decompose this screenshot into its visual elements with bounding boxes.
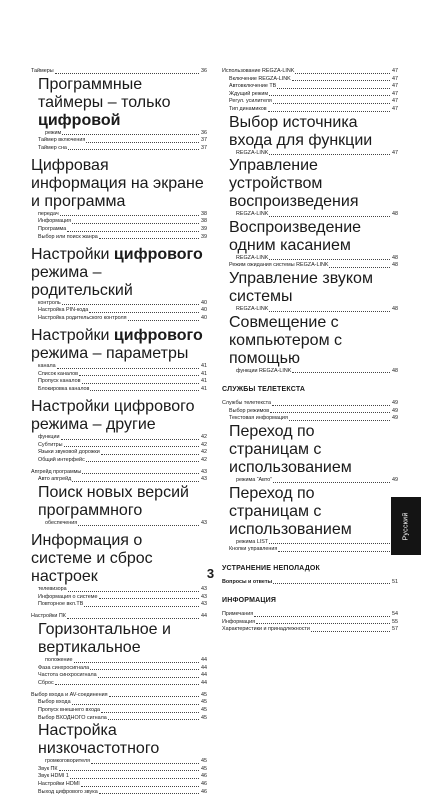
dot-leader	[82, 383, 200, 384]
toc-entry[interactable]	[31, 218, 207, 226]
toc-entry[interactable]	[222, 400, 398, 408]
toc-entry[interactable]	[222, 408, 398, 416]
toc-entry-page: 57	[392, 626, 398, 633]
toc-entry-continuation-text: режима LIST	[236, 538, 269, 545]
dot-leader	[273, 103, 390, 104]
dot-leader	[99, 238, 199, 239]
toc-entry-line	[229, 314, 398, 368]
dot-leader	[273, 482, 390, 483]
toc-entry[interactable]	[31, 715, 207, 723]
toc-entry[interactable]	[31, 692, 207, 700]
toc-entry[interactable]	[31, 246, 207, 308]
toc-entry-continuation	[229, 306, 398, 314]
toc-entry-line	[229, 114, 398, 150]
toc-entry-title: Сброс	[38, 679, 54, 686]
dot-leader	[289, 420, 390, 421]
language-tab	[391, 497, 421, 555]
toc-entry-title: Программа	[38, 226, 67, 233]
dot-leader	[72, 223, 199, 224]
toc-entry[interactable]	[31, 137, 207, 145]
toc-entry[interactable]	[222, 485, 398, 547]
toc-entry-title: Пропуск внешнего входа	[38, 707, 100, 713]
toc-entry-page: 47	[392, 90, 398, 97]
toc-entry-page: 46	[201, 773, 207, 780]
toc-entry-continuation	[229, 150, 398, 158]
toc-entry-continuation-text: передач	[38, 210, 59, 217]
toc-entry-continuation-text: режима “Авто”	[236, 476, 273, 483]
toc-entry-continuation	[38, 657, 207, 665]
toc-entry[interactable]	[31, 76, 207, 138]
toc-entry-page: 47	[392, 105, 398, 112]
toc-entry[interactable]	[31, 665, 207, 673]
dot-leader	[268, 111, 390, 112]
toc-entry-page: 46	[201, 780, 207, 787]
toc-entry-title: Режим ожидания системы REGZA-LINK	[229, 262, 329, 269]
toc-entry-title: Апгрейд программы	[31, 468, 82, 475]
toc-entry[interactable]	[31, 457, 207, 465]
section-heading: СЛУЖБЫ ТЕЛЕТЕКСТА	[222, 386, 306, 394]
toc-entry-title: Звук HDMI 1	[38, 773, 69, 780]
toc-entry[interactable]	[31, 601, 207, 609]
toc-entry-line	[229, 485, 398, 539]
toc-entry-page: 43	[201, 593, 207, 600]
toc-entry-line	[38, 722, 207, 758]
toc-entry-page: 46	[201, 788, 207, 795]
dot-leader	[101, 712, 199, 713]
toc-entry[interactable]	[222, 98, 398, 106]
section-gap	[222, 375, 398, 386]
dot-leader	[292, 80, 390, 81]
dot-leader	[128, 320, 199, 321]
toc-entry-page: 41	[201, 378, 207, 385]
toc-entry-title: Информация	[222, 618, 256, 625]
dot-leader	[84, 606, 199, 607]
toc-entry-line	[31, 398, 207, 434]
toc-entry[interactable]	[222, 106, 398, 114]
toc-entry-page: 42	[201, 441, 207, 448]
dot-leader	[82, 473, 199, 474]
toc-entry[interactable]	[31, 307, 207, 315]
toc-entry-page: 47	[392, 68, 398, 74]
dot-leader	[67, 618, 199, 619]
toc-entry-page: 42	[201, 456, 207, 463]
toc-entry-emphasis: цифровой	[38, 111, 121, 129]
dot-leader	[90, 390, 199, 391]
toc-entry-title: Тип динамиков	[229, 105, 267, 112]
dot-leader	[292, 372, 390, 373]
toc-entry[interactable]	[31, 398, 207, 442]
toc-entry[interactable]	[31, 594, 207, 602]
toc-entry[interactable]	[222, 270, 398, 314]
toc-entry-title: Выбор ВХОДНОГО сигнала	[38, 714, 107, 721]
toc-right-column	[222, 68, 398, 634]
toc-entry-title: Включение REGZA-LINK	[229, 75, 291, 82]
toc-entry-page: 43	[201, 468, 207, 475]
toc-entry[interactable]	[31, 226, 207, 234]
toc-entry-page: 44	[201, 672, 207, 679]
toc-entry[interactable]	[222, 314, 398, 376]
toc-entry-continuation	[31, 211, 207, 219]
dot-leader	[64, 446, 199, 447]
toc-entry[interactable]	[31, 145, 207, 153]
toc-entry-page: 43	[201, 601, 207, 608]
toc-entry-line	[31, 157, 207, 211]
toc-entry-title: Регул. усилителя	[229, 98, 272, 105]
toc-entry-continuation	[229, 211, 398, 219]
toc-entry-page: 40	[201, 314, 207, 321]
toc-entry-page: 44	[201, 656, 207, 663]
toc-entry-title: Выбор или поиск жанра	[38, 233, 98, 240]
section-heading: ИНФОРМАЦИЯ	[222, 597, 277, 605]
toc-entry-continuation	[229, 477, 398, 485]
toc-entry-title: Переход по страницам с использованием	[229, 422, 352, 476]
toc-entry-title: Повторное вкл.ТВ	[38, 601, 84, 608]
toc-entry-title: Автовключение ТВ	[229, 83, 277, 90]
toc-entry-title: Управление звуком системы	[229, 269, 373, 305]
toc-entry-continuation-text: REGZA-LINK	[236, 149, 269, 156]
dot-leader	[81, 786, 199, 787]
toc-entry-title: Кнопки управления	[229, 546, 278, 553]
dot-leader	[254, 616, 390, 617]
toc-entry-continuation-text: громкоговорителя	[45, 758, 91, 765]
dot-leader	[57, 368, 199, 369]
dot-leader	[109, 696, 199, 697]
toc-entry-page: 48	[392, 211, 398, 218]
toc-entry-title: Настройка PIN-кода	[38, 307, 89, 314]
toc-entry-title: Выбор входа и AV-соединения	[31, 691, 108, 698]
toc-entry-title: Языки звуковой дорожки	[38, 449, 100, 456]
dot-leader	[272, 405, 390, 406]
dot-leader	[62, 134, 199, 135]
toc-entry-title: Выбор источника входа для функции	[229, 113, 373, 149]
toc-entry[interactable]	[31, 315, 207, 323]
dot-leader	[67, 231, 199, 232]
toc-entry-title: Воспроизведение одним касанием	[229, 218, 362, 254]
dot-leader	[89, 312, 199, 313]
dot-leader	[79, 375, 199, 376]
dot-leader	[62, 304, 199, 305]
toc-entry[interactable]	[31, 672, 207, 680]
toc-entry-title-bold: Вопросы и ответы	[222, 578, 273, 585]
toc-entry-title: Звук ПК	[38, 765, 58, 772]
toc-entry-page: 44	[201, 679, 207, 686]
toc-entry-title: Настройка родительского контроля	[38, 314, 127, 321]
dot-leader	[270, 412, 390, 413]
toc-entry-title: Переход по страницам с использованием	[229, 484, 352, 538]
toc-entry-page: 42	[201, 449, 207, 456]
dot-leader	[59, 770, 199, 771]
dot-leader	[55, 73, 199, 74]
toc-entry-page: 45	[201, 699, 207, 706]
toc-entry-page: 48	[392, 305, 398, 312]
dot-leader	[269, 543, 390, 544]
dot-leader	[278, 551, 390, 552]
dot-leader	[101, 454, 199, 455]
toc-entry-page: 41	[201, 370, 207, 377]
toc-entry-continuation-text: обеспечения	[45, 519, 78, 526]
dot-leader	[108, 719, 199, 720]
dot-leader	[269, 216, 390, 217]
toc-entry-page: 51	[392, 578, 398, 585]
toc-entry[interactable]	[31, 699, 207, 707]
toc-entry[interactable]	[31, 680, 207, 688]
toc-entry-title: Настройки цифрового режима – другие	[31, 397, 195, 433]
toc-entry-line	[229, 157, 398, 211]
toc-entry-continuation-text: REGZA-LINK	[236, 254, 269, 261]
toc-entry-title: Авто апгрейд	[38, 476, 72, 483]
toc-entry-continuation-text: режим	[45, 129, 62, 136]
toc-entry-page: 49	[392, 476, 398, 483]
toc-entry-title: Выбор режимов	[229, 407, 270, 414]
toc-entry-line	[229, 219, 398, 255]
toc-entry-page: 48	[392, 367, 398, 374]
toc-entry-continuation-text: положение	[45, 656, 73, 663]
dot-leader	[55, 684, 199, 685]
dot-leader	[329, 267, 390, 268]
toc-entry[interactable]	[31, 234, 207, 242]
toc-entry-page: 43	[201, 586, 207, 593]
dot-leader	[91, 763, 199, 764]
dot-leader	[74, 662, 199, 663]
toc-entry-title: Настройки цифрового режима – параметры	[31, 327, 203, 363]
toc-entry-continuation	[229, 255, 398, 263]
dot-leader	[61, 439, 199, 440]
section-heading: УСТРАНЕНИЕ НЕПОЛАДОК	[222, 564, 321, 572]
toc-entry-title: Настройки HDMI	[38, 780, 80, 787]
dot-leader	[99, 598, 199, 599]
toc-entry-title: Информация	[38, 218, 72, 225]
toc-entry[interactable]	[222, 423, 398, 485]
toc-entry[interactable]	[31, 386, 207, 394]
toc-entry-page: 42	[201, 433, 207, 440]
toc-entry[interactable]	[31, 766, 207, 774]
toc-entry[interactable]	[222, 68, 398, 76]
toc-entry[interactable]	[31, 371, 207, 379]
toc-entry-title: Горизонтальное и вертикальное	[38, 620, 171, 656]
dot-leader	[269, 259, 390, 260]
toc-entry[interactable]	[31, 442, 207, 450]
toc-entry-line	[229, 423, 398, 477]
dot-leader	[70, 778, 199, 779]
toc-entry[interactable]	[222, 91, 398, 99]
toc-entry-continuation-text: телевизора	[38, 586, 67, 593]
toc-entry-line	[38, 76, 207, 130]
dot-leader	[72, 481, 199, 482]
toc-entry-continuation-text: REGZA-LINK	[236, 305, 269, 312]
dot-leader	[90, 669, 199, 670]
toc-entry[interactable]	[222, 219, 398, 263]
toc-entry-title: Частота синхросигнала	[38, 672, 97, 679]
toc-entry[interactable]	[222, 619, 398, 627]
toc-entry[interactable]	[31, 789, 207, 796]
toc-entry-title: Общий интерфейс	[38, 456, 85, 463]
toc-entry[interactable]	[31, 707, 207, 715]
dot-leader	[295, 73, 390, 74]
toc-entry-continuation-text: контроль	[38, 299, 61, 306]
toc-entry[interactable]	[31, 781, 207, 789]
toc-entry-continuation	[31, 586, 207, 594]
toc-entry-page: 40	[201, 307, 207, 314]
toc-entry-continuation-text: функции REGZA-LINK	[236, 367, 292, 374]
toc-entry[interactable]	[222, 157, 398, 219]
toc-entry-title: Список каналов	[38, 370, 78, 377]
dot-leader	[273, 583, 390, 584]
toc-entry-line	[229, 270, 398, 306]
toc-entry-page: 47	[392, 149, 398, 156]
toc-entry[interactable]	[31, 68, 207, 76]
toc-entry[interactable]	[31, 449, 207, 457]
language-tab-label: Русский	[402, 511, 410, 541]
dot-leader	[68, 149, 199, 150]
toc-entry-title: Таймер включения	[38, 137, 86, 144]
toc-entry-page: 36	[201, 129, 207, 136]
dot-leader	[269, 311, 390, 312]
toc-entry-title: Выход цифрового звука	[38, 788, 98, 795]
toc-entry-page: 41	[201, 363, 207, 370]
dot-leader	[86, 142, 199, 143]
dot-leader	[269, 95, 390, 96]
toc-entry-title: Блокировка каналов	[38, 385, 90, 392]
toc-entry-page: 43	[201, 476, 207, 483]
dot-leader	[256, 623, 390, 624]
section-gap	[222, 554, 398, 565]
toc-entry[interactable]	[222, 611, 398, 619]
toc-entry-page: 38	[201, 210, 207, 217]
toc-entry-page: 40	[201, 299, 207, 306]
toc-entry-line	[31, 246, 207, 300]
toc-entry[interactable]	[222, 83, 398, 91]
toc-entry-title: Таймеры	[31, 68, 54, 74]
toc-entry[interactable]	[222, 114, 398, 158]
toc-entry-page: 49	[392, 407, 398, 414]
toc-entry-page: 54	[392, 611, 398, 618]
toc-entry-continuation	[38, 758, 207, 766]
toc-entry-page: 45	[201, 765, 207, 772]
toc-entry-page: 45	[201, 707, 207, 713]
toc-entry-title: Выбор входа	[38, 699, 71, 706]
toc-entry-emphasis: цифрового	[113, 327, 203, 345]
toc-entry-page: 48	[392, 262, 398, 269]
toc-entry-page: 43	[201, 519, 207, 526]
toc-entry-title: Службы телетекста	[222, 400, 272, 407]
toc-entry-page: 38	[201, 218, 207, 225]
dot-leader	[269, 154, 390, 155]
toc-entry[interactable]	[222, 415, 398, 423]
toc-entry[interactable]	[31, 157, 207, 219]
toc-entry-page: 45	[201, 758, 207, 765]
toc-entry-title: Пропуск каналов	[38, 378, 81, 385]
toc-entry[interactable]	[31, 532, 207, 594]
toc-entry-line	[31, 327, 207, 363]
toc-entry-line	[38, 484, 207, 520]
toc-entry-title: Текстовая информация	[229, 415, 288, 422]
toc-entry-page: 45	[201, 691, 207, 698]
toc-entry-page: 39	[201, 233, 207, 240]
toc-entry-title: Настройки цифрового режима – родительский	[31, 245, 203, 299]
toc-entry-page: 44	[201, 664, 207, 671]
dot-leader	[99, 793, 199, 794]
dot-leader	[86, 461, 199, 462]
toc-entry-title: Примечания	[222, 611, 254, 618]
toc-entry-title: Поиск новых версий программного	[38, 483, 189, 519]
toc-entry-page: 37	[201, 137, 207, 144]
toc-entry[interactable]	[222, 626, 398, 634]
dot-leader	[98, 677, 199, 678]
dot-leader	[311, 631, 390, 632]
dot-leader	[277, 88, 390, 89]
toc-entry[interactable]	[31, 378, 207, 386]
toc-entry-continuation-text: канала	[38, 363, 56, 370]
toc-entry-page: 44	[201, 613, 207, 620]
dot-leader	[78, 525, 199, 526]
toc-entry-title: Информация о системе и сброс настроек	[31, 532, 153, 586]
toc-entry-title: Цифровая информация на экране и программа	[31, 156, 204, 210]
toc-left-column	[31, 68, 207, 796]
toc-entry-page: 49	[392, 415, 398, 422]
toc-entry[interactable]	[222, 262, 398, 270]
toc-entry-title: Фаза синхросигнала	[38, 664, 90, 671]
toc-entry-page: 47	[392, 98, 398, 105]
toc-entry-page: 39	[201, 226, 207, 233]
toc-entry[interactable]	[222, 76, 398, 84]
toc-entry-continuation	[229, 539, 398, 547]
toc-entry-page: 36	[201, 68, 207, 74]
page-number: 3	[206, 566, 215, 581]
toc-entry-page: 45	[201, 714, 207, 721]
toc-entry-title: Информация о системе	[38, 593, 98, 600]
toc-entry-title: Субтитры	[38, 441, 63, 448]
toc-entry-title: Совмещение с компьютером с помощью	[229, 313, 343, 367]
toc-entry-title: Использование REGZA-LINK	[222, 68, 295, 74]
dot-leader	[72, 704, 199, 705]
toc-entry[interactable]	[31, 476, 207, 484]
toc-entry-continuation	[229, 368, 398, 376]
dot-leader	[60, 215, 199, 216]
toc-entry-page: 47	[392, 75, 398, 82]
toc-entry[interactable]	[31, 773, 207, 781]
toc-entry[interactable]	[31, 484, 207, 528]
toc-entry[interactable]	[222, 546, 398, 554]
toc-entry-title: Характеристики и принадлежности	[222, 626, 310, 633]
toc-entry[interactable]	[31, 621, 207, 665]
toc-entry-title: Ждущий режим	[229, 90, 269, 97]
toc-entry-emphasis: цифрового	[113, 245, 203, 263]
toc-entry-page: 49	[392, 400, 398, 407]
toc-entry-title: Таймер сна	[38, 144, 67, 151]
toc-entry-continuation	[31, 363, 207, 371]
toc-entry-continuation-text: функции	[38, 433, 60, 440]
toc-entry-continuation-text: REGZA-LINK	[236, 211, 269, 218]
toc-entry[interactable]	[31, 327, 207, 371]
toc-entry-title: Настройка низкочастотного	[38, 722, 160, 758]
toc-entry-title: Управление устройством воспроизведения	[229, 157, 359, 211]
toc-entry-page: 37	[201, 144, 207, 151]
toc-entry-continuation	[38, 520, 207, 528]
dot-leader	[68, 591, 199, 592]
toc-entry[interactable]	[31, 613, 207, 621]
toc-entry-page: 47	[392, 83, 398, 90]
toc-entry-title: Программные таймеры – только цифровой	[38, 75, 171, 129]
toc-entry-title: Настройки ПК	[31, 613, 66, 620]
toc-entry-page: 48	[392, 254, 398, 261]
toc-entry-page: 41	[201, 385, 207, 392]
toc-entry-page: 55	[392, 618, 398, 625]
toc-entry-line	[38, 621, 207, 657]
toc-entry-continuation	[31, 434, 207, 442]
toc-entry[interactable]	[31, 722, 207, 766]
